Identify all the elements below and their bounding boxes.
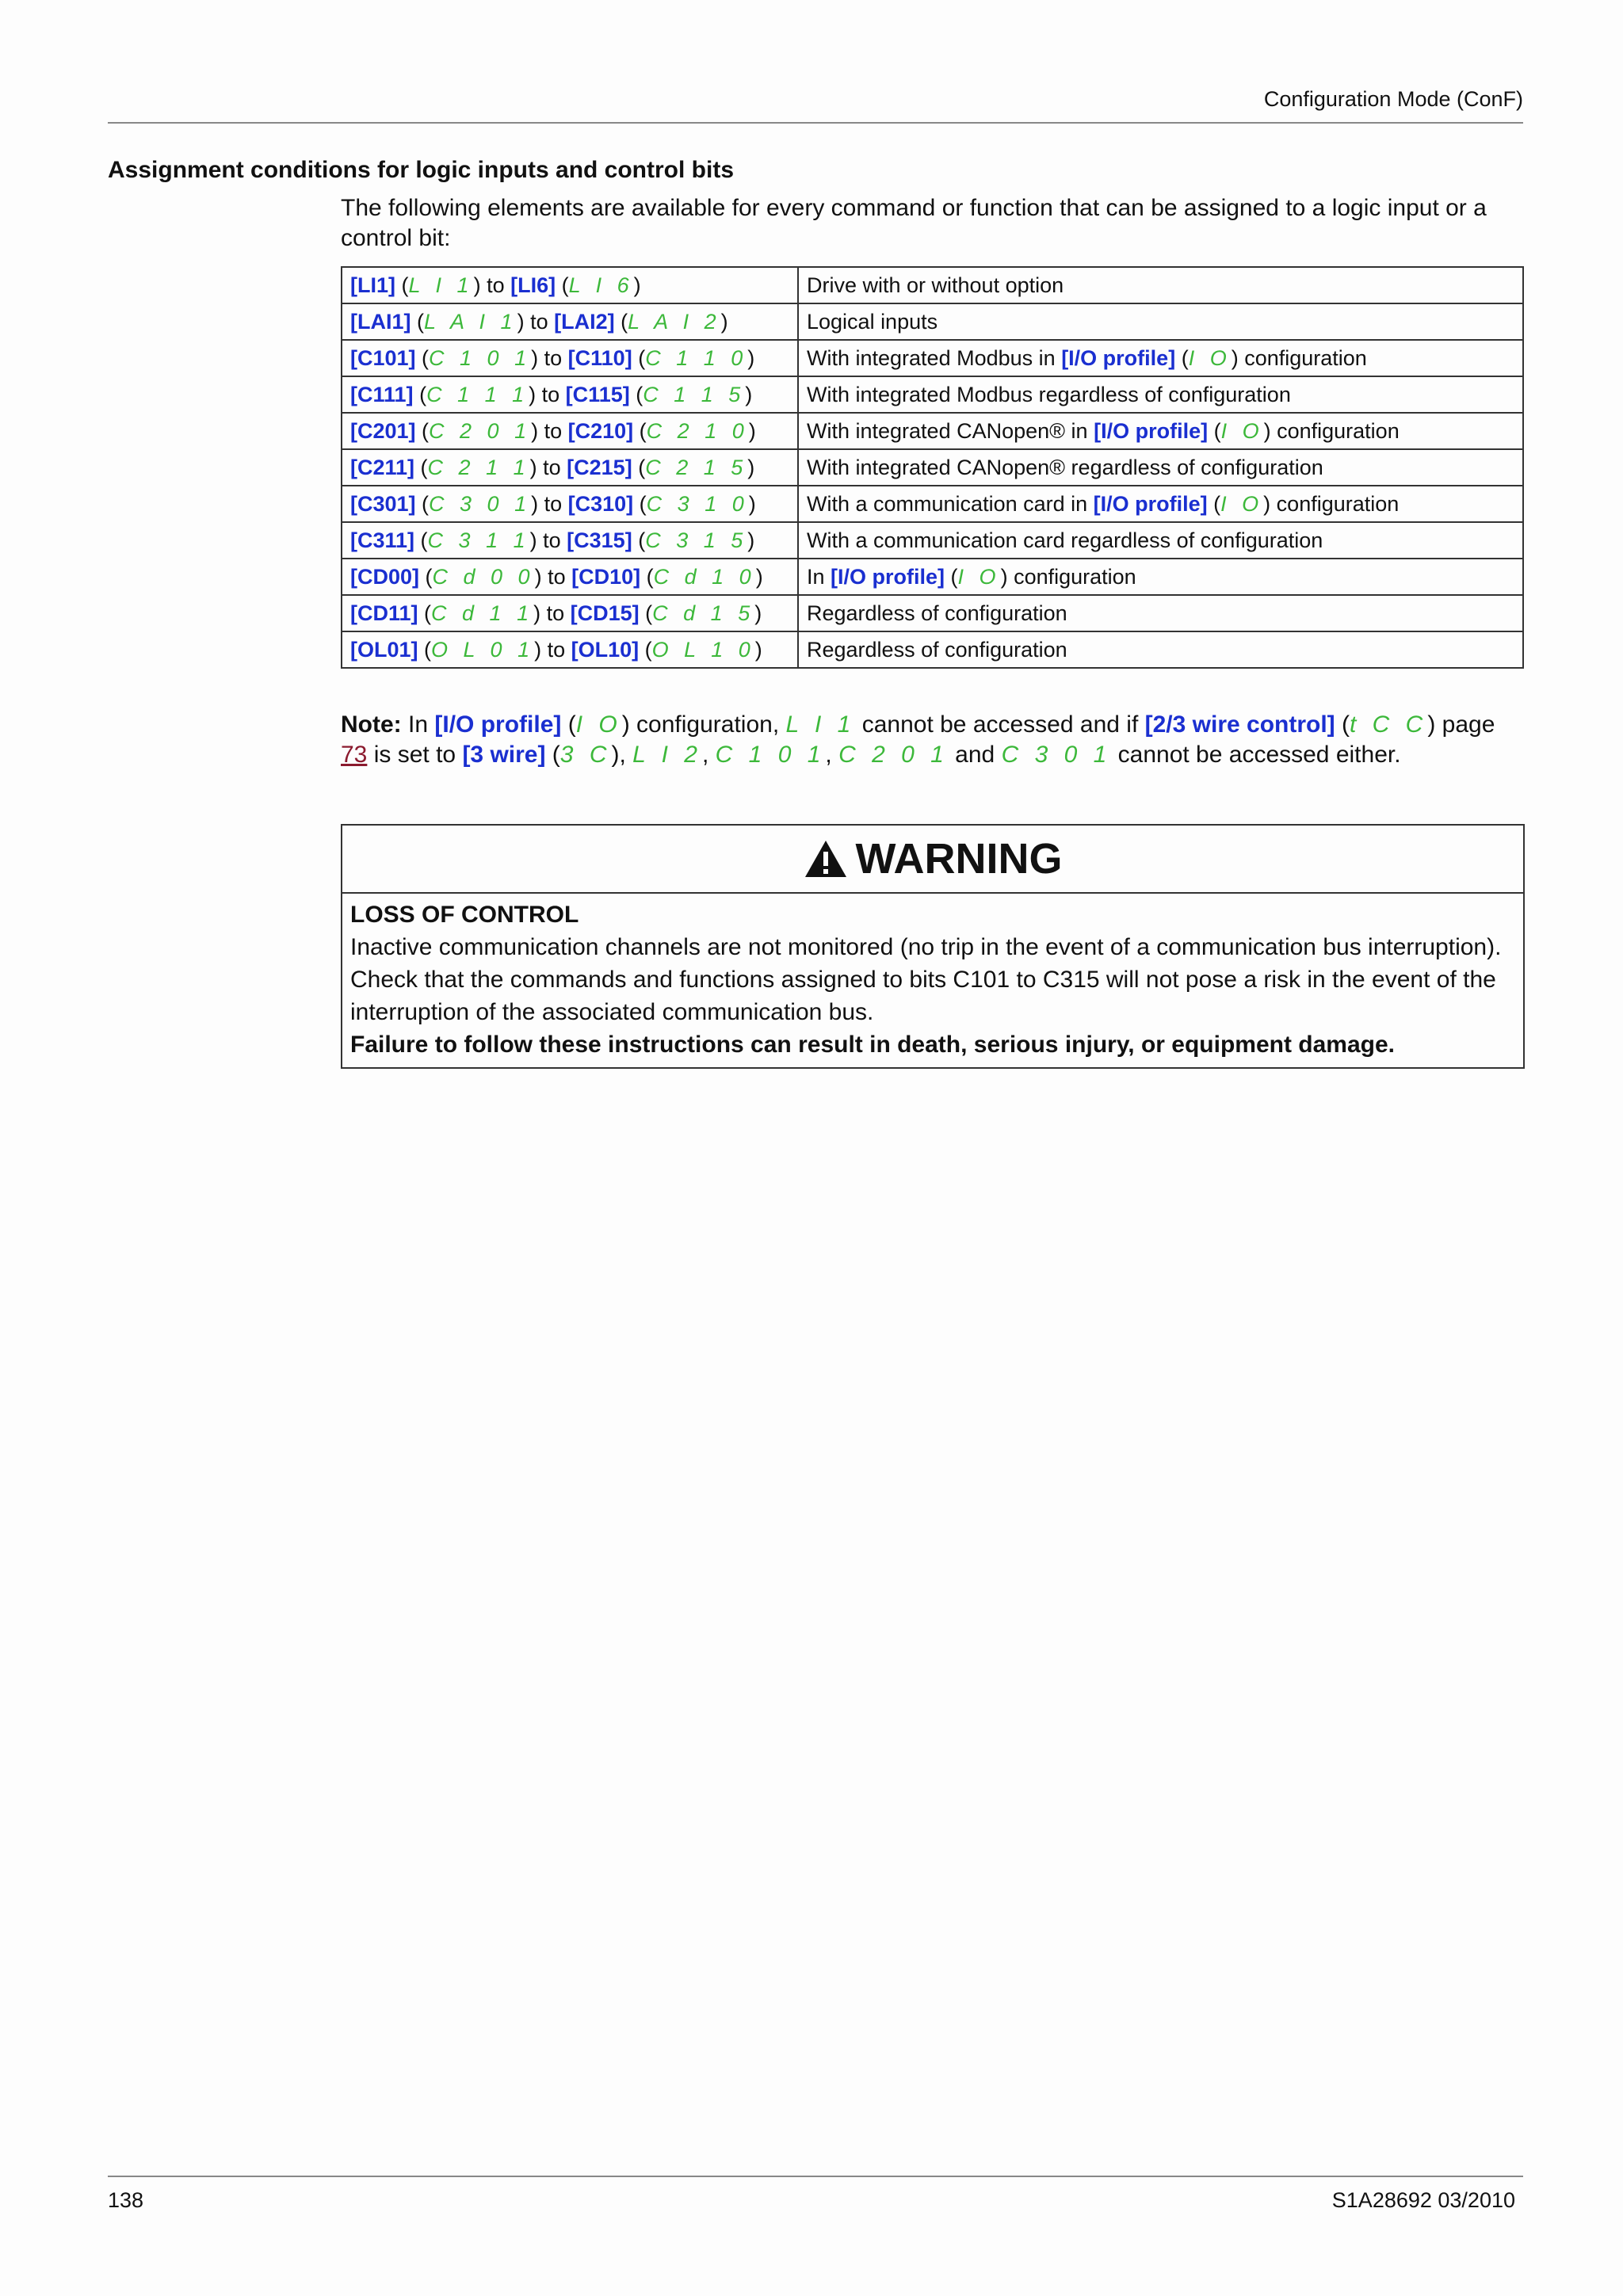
range-cell: [C111] (C 1 1 1) to [C115] (C 1 1 5) (342, 376, 798, 413)
range-start: [C111] (350, 382, 414, 406)
description-text: With integrated Modbus regardless of configuration (807, 382, 1291, 406)
header-divider (108, 122, 1523, 124)
range-cell: [CD11] (C d 1 1) to [CD15] (C d 1 5) (342, 595, 798, 631)
description-text: With a communication card in (807, 491, 1088, 516)
warning-body (342, 894, 1523, 1067)
range-end: [LI6] (510, 273, 556, 297)
description-cell (798, 376, 1523, 413)
document-reference: S1A28692 03/2010 (1331, 2188, 1515, 2212)
range-end-code: C 1 1 0 (645, 345, 748, 370)
description-cell (798, 522, 1523, 559)
io-profile-ref: [I/O profile] (1061, 345, 1176, 370)
range-end-code: L A I 2 (628, 309, 721, 334)
warning-consequence: Failure to follow these instructions can result in death, serious injury, or equipment damage. (350, 1032, 1396, 1058)
description-text: Drive with or without option (807, 273, 1064, 297)
range-cell: [C311] (C 3 1 1) to [C315] (C 3 1 5) (342, 522, 798, 559)
range-to: to (547, 637, 566, 662)
range-start-code: C 3 1 1 (427, 528, 530, 552)
io-profile-ref: [I/O profile] (1093, 491, 1208, 516)
range-start-code: C d 0 0 (432, 564, 535, 589)
range-end-code: L I 6 (568, 273, 634, 297)
page-link[interactable]: 73 (341, 742, 368, 768)
warning-title: WARNING (855, 835, 1063, 883)
io-profile-code: I O (1220, 491, 1264, 516)
description-text: With integrated CANopen® regardless of configuration (807, 455, 1323, 479)
range-start: [C201] (350, 418, 416, 443)
intro-paragraph: The following elements are available for every command or function that can be assigned to a logic input or a control bit: (341, 195, 1487, 251)
io-profile-ref: [I/O profile] (831, 564, 945, 589)
range-start: [C101] (350, 345, 416, 370)
note-paragraph: Note: In [I/O profile] (I O) configuration, L I 1 cannot be accessed and if [2/3 wire control] (t C C) page 73 is set to [3 wire] (3 C), L I 2, C 1 0 1, C 2 0 1 and C 3 0 1 cannot be accessed either. (341, 711, 1495, 768)
assignment-table (341, 266, 1524, 669)
c101-code: C 1 0 1 (715, 742, 826, 768)
note-text: page (1442, 711, 1495, 738)
running-header: Configuration Mode (ConF) (1263, 87, 1523, 111)
range-start: [LI1] (350, 273, 395, 297)
range-to: to (541, 382, 560, 406)
range-start: [OL01] (350, 637, 418, 662)
range-cell: [LAI1] (L A I 1) to [LAI2] (L A I 2) (342, 303, 798, 340)
range-end: [C115] (565, 382, 630, 406)
table-row (342, 267, 1523, 303)
range-end-code: C 2 1 0 (646, 418, 749, 443)
warning-triangle-icon (804, 839, 848, 879)
table-row (342, 559, 1523, 595)
note-text: In (408, 711, 429, 738)
range-to: to (543, 528, 561, 552)
range-end-code: C d 1 5 (652, 601, 755, 625)
description-text: Regardless of configuration (807, 601, 1067, 625)
li2-code: L I 2 (632, 742, 702, 768)
description-text: configuration (1277, 418, 1400, 443)
description-cell: With integrated CANopen® in [I/O profile] (I O) configuration (798, 413, 1523, 449)
range-end: [C110] (567, 345, 632, 370)
description-cell (798, 267, 1523, 303)
io-profile-ref: [I/O profile] (1094, 418, 1209, 443)
description-text: configuration (1014, 564, 1136, 589)
range-end-code: C 3 1 0 (646, 491, 749, 516)
range-end: [C310] (567, 491, 634, 516)
table-row (342, 595, 1523, 631)
note-text: and (955, 742, 995, 768)
range-to: to (487, 273, 505, 297)
note-label: Note: (341, 711, 402, 738)
warning-header (342, 826, 1523, 894)
range-start: [C311] (350, 528, 415, 552)
range-end-code: C d 1 0 (653, 564, 756, 589)
range-start-code: C 1 1 1 (426, 382, 529, 406)
note-text: cannot be accessed either. (1117, 742, 1401, 768)
description-text: With a communication card regardless of configuration (807, 528, 1323, 552)
io-profile-code: I O (1220, 418, 1264, 443)
range-to: to (546, 601, 565, 625)
description-text: In (807, 564, 825, 589)
range-start: [CD11] (350, 601, 418, 625)
range-end: [CD10] (571, 564, 641, 589)
wire-control-code: t C C (1350, 711, 1428, 738)
description-cell (798, 595, 1523, 631)
range-start-code: L I 1 (408, 273, 474, 297)
description-cell: With a communication card in [I/O profile] (I O) configuration (798, 486, 1523, 522)
range-end-code: C 2 1 5 (645, 455, 748, 479)
io-profile-code: I O (957, 564, 1001, 589)
table-row (342, 376, 1523, 413)
range-cell: [C301] (C 3 0 1) to [C310] (C 3 1 0) (342, 486, 798, 522)
range-cell: [C201] (C 2 0 1) to [C210] (C 2 1 0) (342, 413, 798, 449)
warning-heading: LOSS OF CONTROL (350, 902, 579, 928)
range-cell: [OL01] (O L 0 1) to [OL10] (O L 1 0) (342, 631, 798, 668)
table-row (342, 486, 1523, 522)
three-wire-ref: [3 wire] (462, 742, 546, 768)
range-start: [LAI1] (350, 309, 411, 334)
description-text: With integrated Modbus in (807, 345, 1056, 370)
range-start-code: O L 0 1 (431, 637, 535, 662)
range-start-code: C 3 0 1 (429, 491, 532, 516)
range-start-code: C 1 0 1 (429, 345, 532, 370)
range-start-code: C 2 0 1 (429, 418, 532, 443)
table-row (342, 340, 1523, 376)
range-end: [C315] (567, 528, 632, 552)
range-end-code: C 1 1 5 (643, 382, 746, 406)
page-number: 138 (108, 2188, 144, 2212)
range-end: [C210] (567, 418, 634, 443)
note-text: is set to (373, 742, 456, 768)
description-text: With integrated CANopen® in (807, 418, 1088, 443)
range-start-code: C 2 1 1 (427, 455, 530, 479)
note-text: configuration, (636, 711, 780, 738)
description-cell (798, 449, 1523, 486)
description-cell: In [I/O profile] (I O) configuration (798, 559, 1523, 595)
range-start-code: L A I 1 (424, 309, 517, 334)
range-cell: [CD00] (C d 0 0) to [CD10] (C d 1 0) (342, 559, 798, 595)
table-row (342, 303, 1523, 340)
table-row (342, 631, 1523, 668)
range-end-code: C 3 1 5 (645, 528, 748, 552)
range-end: [C215] (567, 455, 632, 479)
warning-box (341, 824, 1525, 1069)
range-end: [LAI2] (554, 309, 615, 334)
table-row (342, 449, 1523, 486)
description-cell: With integrated Modbus in [I/O profile] (I O) configuration (798, 340, 1523, 376)
li1-code: L I 1 (785, 711, 856, 738)
description-text: Regardless of configuration (807, 637, 1067, 662)
range-end-code: O L 1 0 (651, 637, 755, 662)
description-text: configuration (1244, 345, 1367, 370)
range-to: to (548, 564, 566, 589)
description-text: Logical inputs (807, 309, 938, 334)
range-start: [C211] (350, 455, 415, 479)
section-title: Assignment conditions for logic inputs and control bits (108, 157, 735, 183)
c301-code: C 3 0 1 (1001, 742, 1112, 768)
range-to: to (544, 345, 563, 370)
three-wire-code: 3 C (559, 742, 612, 768)
range-cell: [LI1] (L I 1) to [LI6] (L I 6) (342, 267, 798, 303)
footer-divider (108, 2176, 1523, 2177)
warning-text-2: Check that the commands and functions assigned to bits C101 to C315 will not pose a risk in the event of the interruption of the associated communication bus. (350, 967, 1496, 1025)
range-start: [C301] (350, 491, 416, 516)
range-to: to (544, 418, 563, 443)
range-end: [CD15] (570, 601, 640, 625)
range-to: to (543, 455, 561, 479)
range-to: to (530, 309, 548, 334)
range-cell: [C101] (C 1 0 1) to [C110] (C 1 1 0) (342, 340, 798, 376)
io-profile-ref: [I/O profile] (434, 711, 562, 738)
range-start: [CD00] (350, 564, 420, 589)
description-text: configuration (1276, 491, 1400, 516)
c201-code: C 2 0 1 (838, 742, 949, 768)
range-cell: [C211] (C 2 1 1) to [C215] (C 2 1 5) (342, 449, 798, 486)
range-start-code: C d 1 1 (431, 601, 534, 625)
wire-control-ref: [2/3 wire control] (1144, 711, 1335, 738)
warning-text-1: Inactive communication channels are not monitored (no trip in the event of a communication bus interruption). (350, 934, 1502, 960)
table-row (342, 522, 1523, 559)
note-text: cannot be accessed and if (861, 711, 1139, 738)
io-profile-code: I O (575, 711, 622, 738)
io-profile-code: I O (1188, 345, 1232, 370)
description-cell (798, 631, 1523, 668)
range-end: [OL10] (571, 637, 640, 662)
range-to: to (544, 491, 563, 516)
table-row (342, 413, 1523, 449)
description-cell (798, 303, 1523, 340)
